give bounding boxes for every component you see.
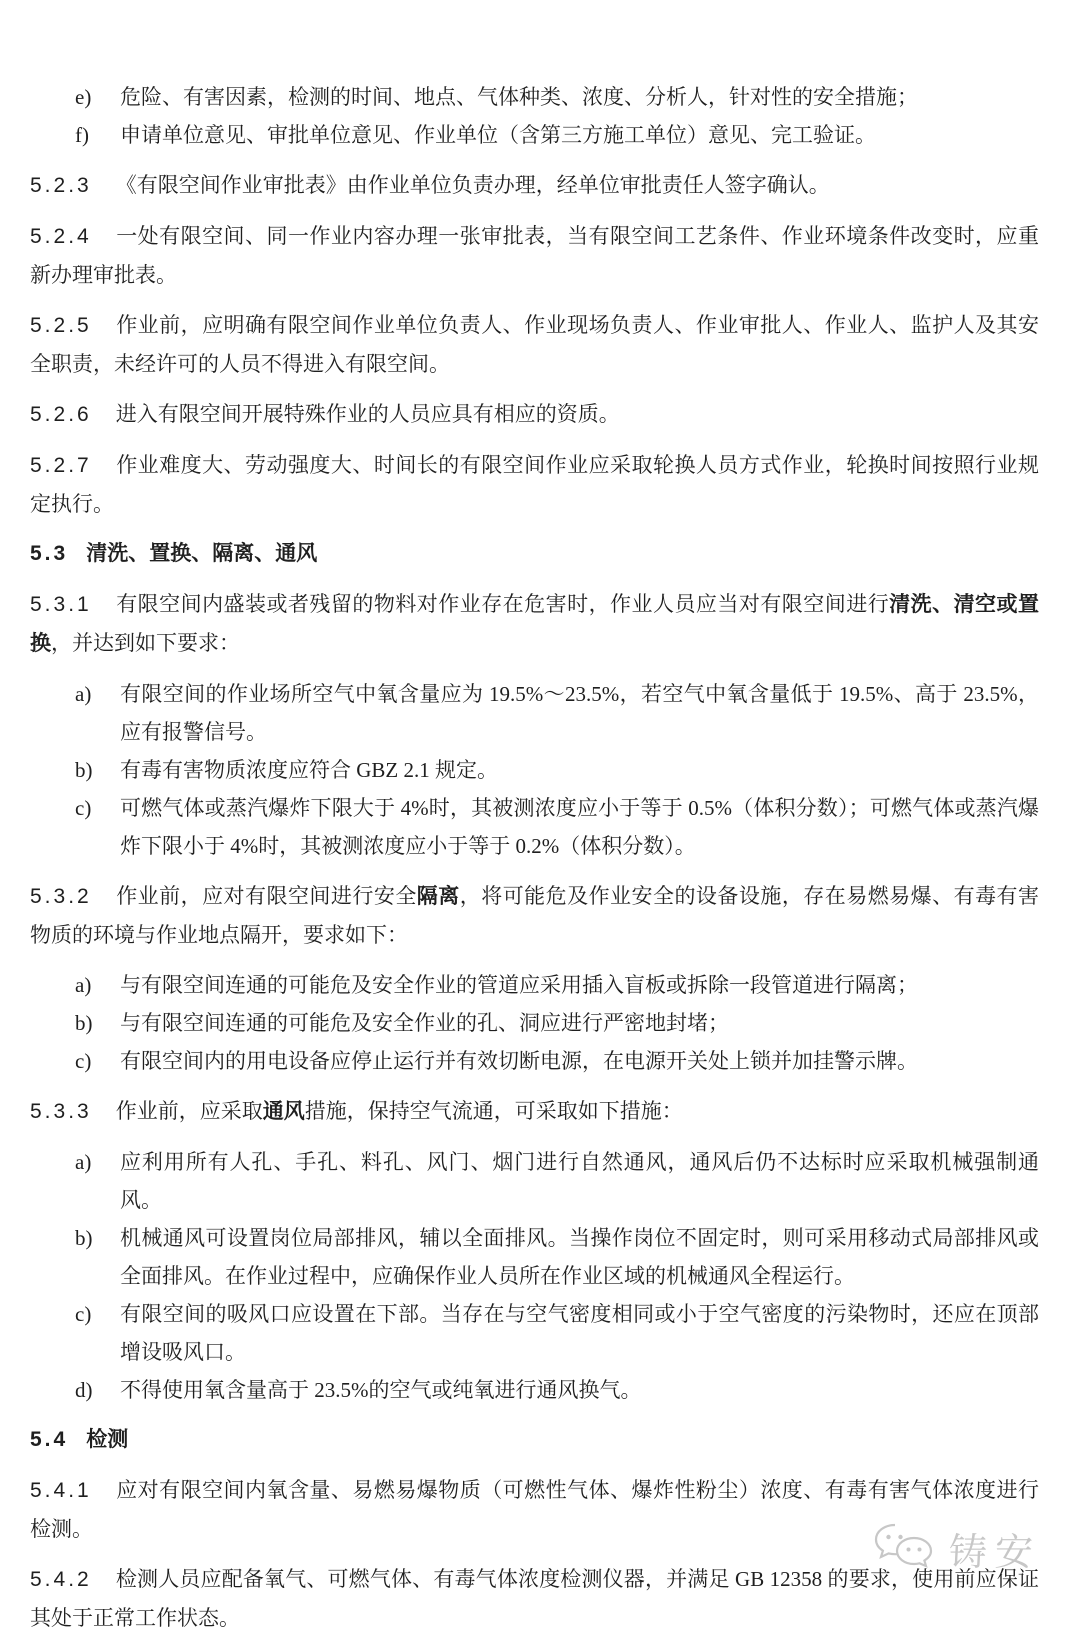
clause-number: 5.2.6: [30, 403, 92, 426]
list-item: [30, 116, 1039, 154]
clause-number: 5.3.2: [30, 885, 92, 908]
list-marker: f): [75, 123, 89, 147]
clause-5-2-5: [30, 306, 1039, 383]
list-item: [30, 1004, 1039, 1042]
list-item-text: 机械通风可设置岗位局部排风，辅以全面排风。当操作岗位不固定时，则可采用移动式局部排风或全面排风。在作业过程中，应确保作业人员所在作业区域的机械通风全程运行。: [120, 1226, 1039, 1288]
clause-number: 5.2.5: [30, 314, 92, 337]
list-marker: b): [75, 1011, 93, 1035]
clause-number: 5.4.1: [30, 1479, 92, 1502]
list-item: [30, 1219, 1039, 1295]
heading-title: 检测: [86, 1428, 129, 1451]
clause-text: 有限空间内盛装或者残留的物料对作业存在危害时，作业人员应当对有限空间进行: [115, 592, 890, 616]
clause-5-2-7: [30, 446, 1039, 523]
section-heading-5-4: [30, 1421, 1039, 1459]
clause-text: 一处有限空间、同一作业内容办理一张审批表，当有限空间工艺条件、作业环境条件改变时，应重新办理审批表。: [30, 224, 1039, 287]
list-item: [30, 966, 1039, 1004]
clause-text: ，并达到如下要求：: [51, 631, 240, 655]
clause-number: 5.3.3: [30, 1100, 92, 1123]
clause-5-3-3: [30, 1092, 1039, 1131]
clause-5-2-4: [30, 217, 1039, 294]
clause-text: 作业难度大、劳动强度大、时间长的有限空间作业应采取轮换人员方式作业，轮换时间按照行业规定执行。: [30, 453, 1039, 516]
clause-text: 作业前，应对有限空间进行安全: [115, 884, 417, 908]
list-items-e-f: [30, 78, 1039, 154]
clause-5-2-3: [30, 166, 1039, 205]
list-item-text: 危险、有害因素，检测的时间、地点、气体种类、浓度、分析人，针对性的安全措施；: [120, 85, 918, 109]
list-marker: a): [75, 1150, 92, 1174]
list-item: [30, 789, 1039, 865]
list-item: [30, 1143, 1039, 1219]
list-marker: e): [75, 85, 92, 109]
list-item-text: 申请单位意见、审批单位意见、作业单位（含第三方施工单位）意见、完工验证。: [120, 123, 876, 147]
list-item-text: 有限空间内的用电设备应停止运行并有效切断电源，在电源开关处上锁并加挂警示牌。: [120, 1049, 918, 1073]
clause-text-bold: 清洗、清空或置换: [30, 593, 1040, 655]
list-item-text: 有限空间的吸风口应设置在下部。当存在与空气密度相同或小于空气密度的污染物时，还应在顶部增设吸风口。: [120, 1302, 1039, 1364]
clause-text: 措施，保持空气流通，可采取如下措施：: [304, 1099, 683, 1123]
list-item: [30, 1042, 1039, 1080]
clause-number: 5.4.2: [30, 1568, 92, 1591]
list-item: [30, 751, 1039, 789]
list-marker: a): [75, 973, 92, 997]
clause-text: ，将可能危及作业安全的设备设施，存在易燃易爆、有毒有害物质的环境与作业地点隔开，要求如下：: [30, 884, 1040, 947]
clause-number: 5.2.4: [30, 225, 92, 248]
clause-text: 作业前，应采取: [115, 1099, 263, 1123]
list-5-3-2: [30, 966, 1039, 1080]
clause-number: 5.2.3: [30, 174, 92, 197]
list-marker: c): [75, 1049, 92, 1073]
list-item-text: 与有限空间连通的可能危及安全作业的孔、洞应进行严密地封堵；: [120, 1011, 729, 1035]
clause-text: 《有限空间作业审批表》由作业单位负责办理，经单位审批责任人签字确认。: [115, 173, 830, 197]
clause-text: 作业前，应明确有限空间作业单位负责人、作业现场负责人、作业审批人、作业人、监护人及其安全职责，未经许可的人员不得进入有限空间。: [30, 313, 1039, 376]
clause-5-3-2: [30, 877, 1039, 954]
list-item-text: 应利用所有人孔、手孔、料孔、风门、烟门进行自然通风，通风后仍不达标时应采取机械强制通风。: [120, 1150, 1039, 1212]
list-item-text: 与有限空间连通的可能危及安全作业的管道应采用插入盲板或拆除一段管道进行隔离；: [120, 973, 918, 997]
clause-5-3-1: [30, 585, 1039, 663]
list-marker: b): [75, 758, 93, 782]
clause-text-bold: 隔离: [416, 885, 460, 908]
clause-text: 检测人员应配备氧气、可燃气体、有毒气体浓度检测仪器，并满足 GB 12358 的要求，使用前应保证其处于正常工作状态。: [30, 1567, 1039, 1630]
list-marker: c): [75, 796, 92, 820]
heading-number: 5.4: [30, 1428, 69, 1451]
wechat-logo-icon: [873, 1522, 939, 1576]
clause-number: 5.2.7: [30, 454, 92, 477]
watermark-text: 铸安: [947, 1532, 1042, 1574]
list-marker: b): [75, 1226, 93, 1250]
list-item: [30, 1371, 1039, 1409]
heading-title: 清洗、置换、隔离、通风: [86, 542, 318, 565]
list-item: [30, 675, 1039, 751]
heading-number: 5.3: [30, 542, 69, 565]
section-heading-5-3: [30, 535, 1039, 573]
list-marker: c): [75, 1302, 92, 1326]
list-item: [30, 1295, 1039, 1371]
list-item-text: 有毒有害物质浓度应符合 GBZ 2.1 规定。: [120, 758, 498, 782]
list-marker: a): [75, 682, 92, 706]
clause-5-2-6: [30, 395, 1039, 434]
list-item-text: 不得使用氧含量高于 23.5%的空气或纯氧进行通风换气。: [120, 1378, 642, 1402]
clause-number: 5.3.1: [30, 593, 92, 616]
clause-text-bold: 通风: [262, 1100, 305, 1123]
list-marker: d): [75, 1378, 93, 1402]
clause-text: 应对有限空间内氧含量、易燃易爆物质（可燃性气体、爆炸性粉尘）浓度、有毒有害气体浓度进行检测。: [30, 1478, 1039, 1541]
list-item-text: 有限空间的作业场所空气中氧含量应为 19.5%～23.5%，若空气中氧含量低于 19.5%、高于 23.5%，应有报警信号。: [120, 682, 1039, 744]
list-5-3-3: [30, 1143, 1039, 1409]
watermark: [873, 1521, 1041, 1576]
list-item: [30, 78, 1039, 116]
list-item-text: 可燃气体或蒸汽爆炸下限大于 4%时，其被测浓度应小于等于 0.5%（体积分数）；可燃气体或蒸汽爆炸下限小于 4%时，其被测浓度应小于等于 0.2%（体积分数）。: [120, 796, 1039, 858]
clause-text: 进入有限空间开展特殊作业的人员应具有相应的资质。: [115, 402, 620, 426]
list-5-3-1: [30, 675, 1039, 865]
